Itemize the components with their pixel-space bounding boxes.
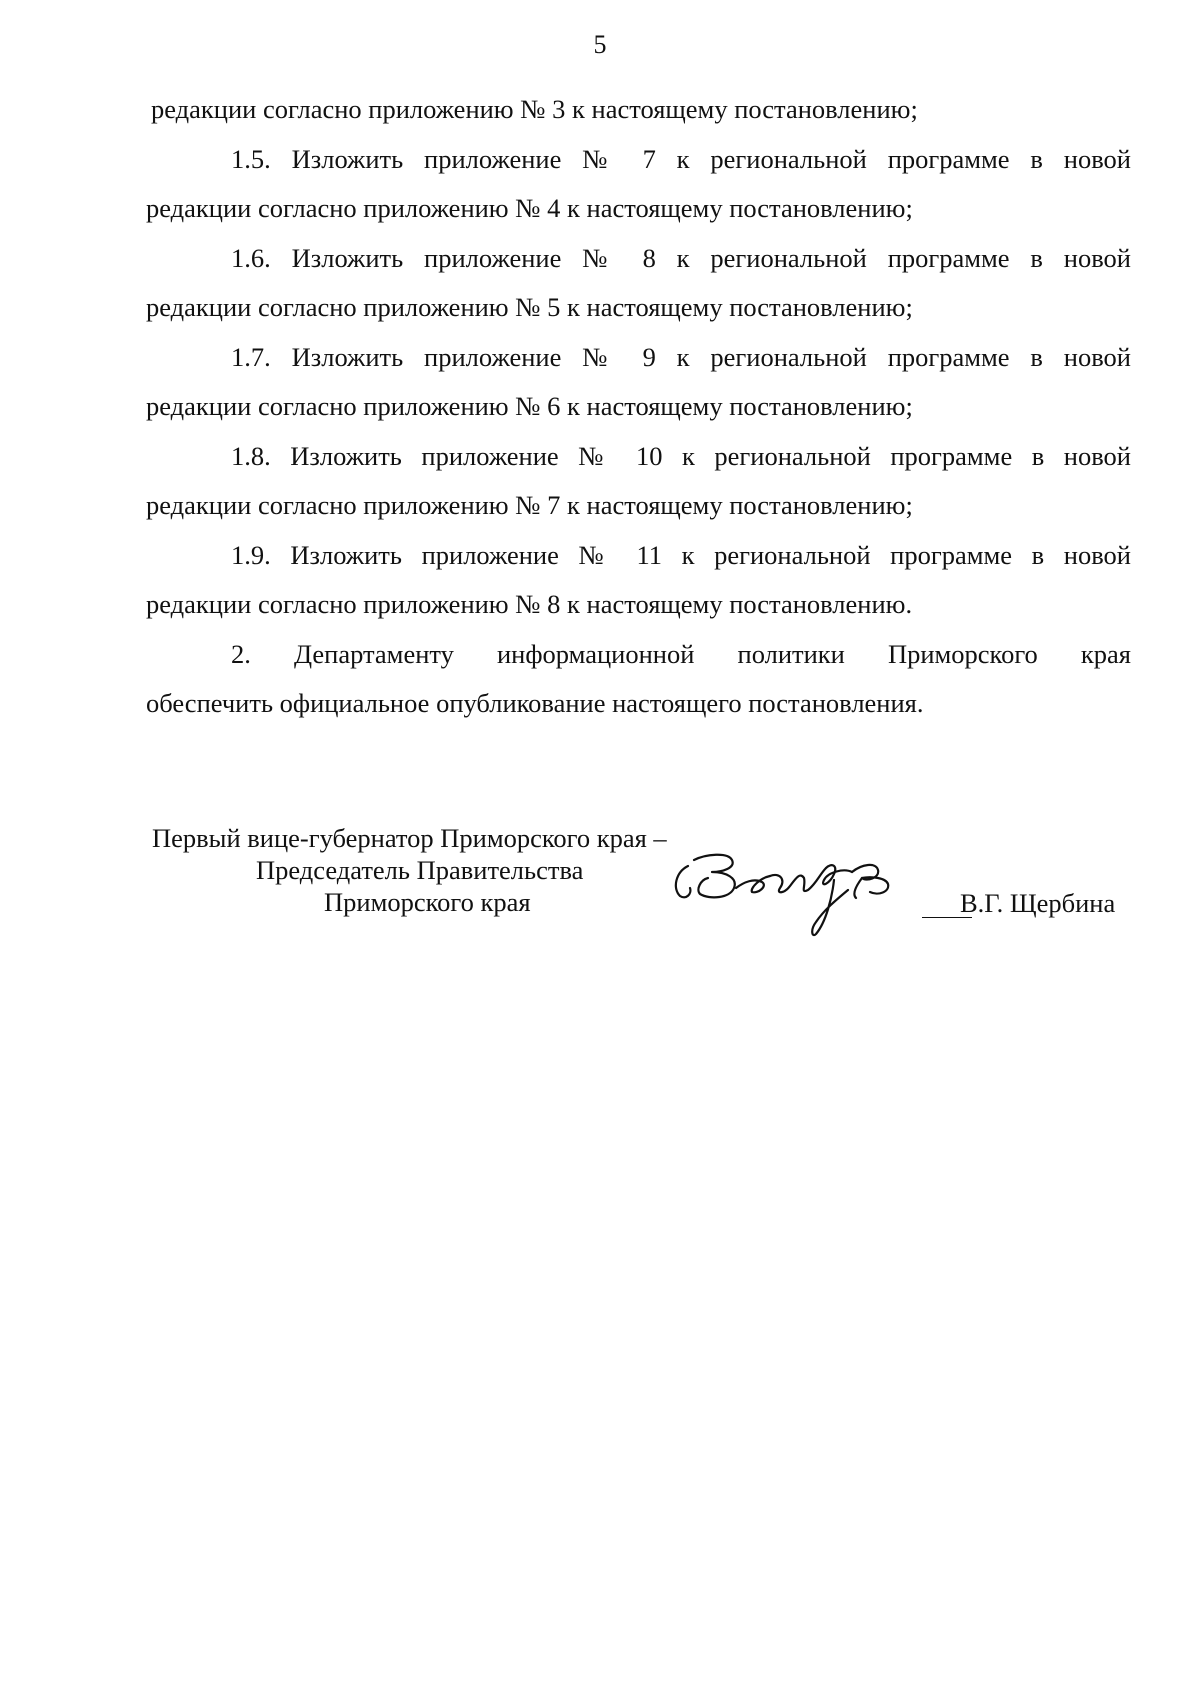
document-body [146, 85, 1131, 729]
signatory-title-line-1: Первый вице-губернатор Приморского края – [152, 823, 667, 853]
paragraph-1-8-line-2: редакции согласно приложению № 7 к настоящему постановлению; [146, 490, 913, 520]
signer-name: В.Г. Щербина [960, 888, 1116, 918]
paragraph-1-8-line-1: 1.8. Изложить приложение № 10 к региональной программе в новой [231, 440, 1131, 471]
paragraph-1-7-line-1: 1.7. Изложить приложение № 9 к региональной программе в новой [231, 341, 1131, 372]
paragraph-1-6-line-2: редакции согласно приложению № 5 к настоящему постановлению; [146, 292, 913, 322]
paragraph-1-5-line-1: 1.5. Изложить приложение № 7 к региональной программе в новой [231, 143, 1131, 174]
signatory-title-line-3: Приморского края [324, 887, 531, 917]
paragraph-1-7-line-2: редакции согласно приложению № 6 к настоящему постановлению; [146, 391, 913, 421]
handwritten-signature [666, 838, 926, 948]
text-line: редакции согласно приложению № 3 к настоящему постановлению; [151, 94, 918, 124]
signatory-title-line-2: Председатель Правительства [256, 855, 584, 885]
paragraph-1-6-line-1: 1.6. Изложить приложение № 8 к региональной программе в новой [231, 242, 1131, 273]
paragraph-1-9-line-1: 1.9. Изложить приложение № 11 к региональной программе в новой [231, 539, 1131, 570]
page-number: 5 [593, 30, 607, 59]
paragraph-2-line-2: обеспечить официальное опубликование настоящего постановления. [146, 688, 924, 718]
paragraph-1-9-line-2: редакции согласно приложению № 8 к настоящему постановлению. [146, 589, 913, 619]
paragraph-1-5-line-2: редакции согласно приложению № 4 к настоящему постановлению; [146, 193, 913, 223]
signatory-title [152, 822, 742, 918]
paragraph-2-line-1: 2. Департаменту информационной политики Приморского края [231, 638, 1131, 669]
